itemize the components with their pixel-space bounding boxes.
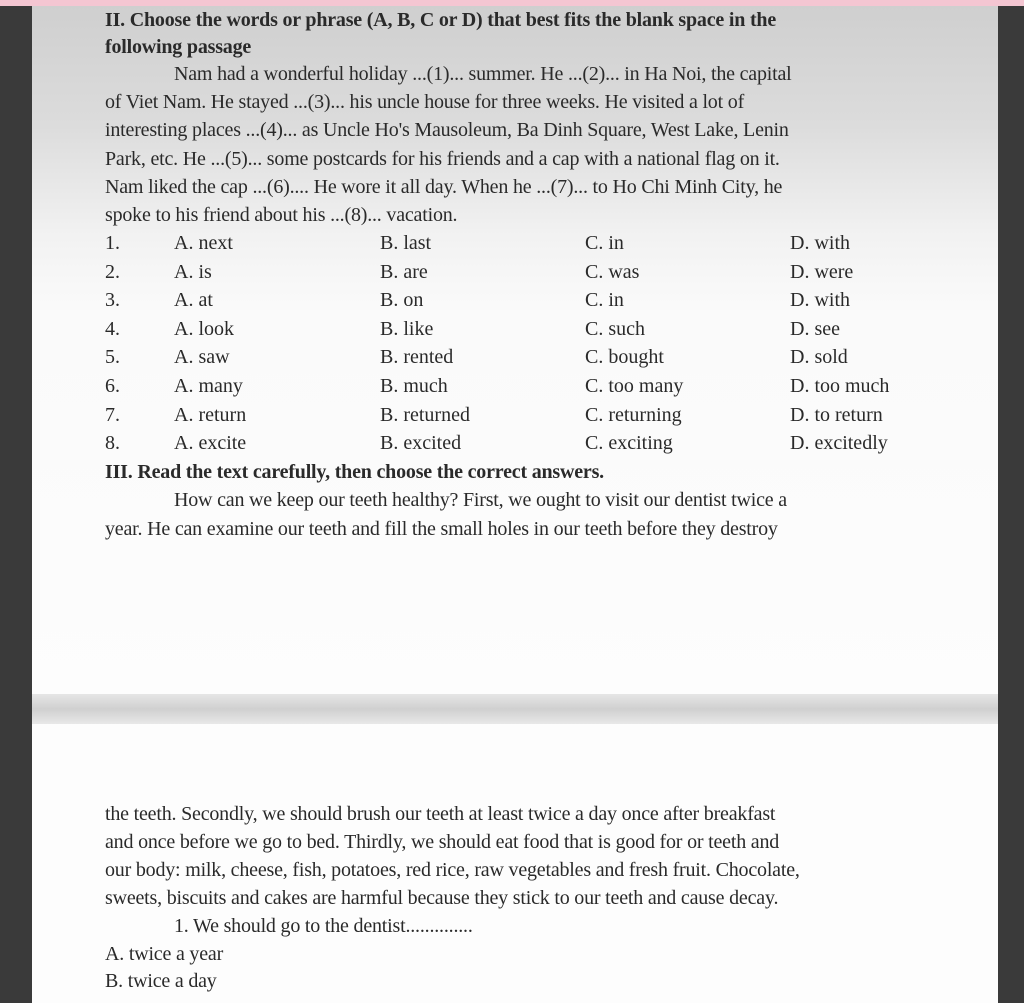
answer-option-a: A. next [174,232,233,254]
answer-option-a: A. return [174,403,247,426]
passage-line-2: of Viet Nam. He stayed ...(3)... his uncle house for three weeks. He visited a lot of [105,91,745,113]
passage-line-1: Nam had a wonderful holiday ...(1)... summer. He ...(2)... in Ha Noi, the capital [174,63,792,85]
question-number: 4. [105,317,120,340]
passage-line-3: interesting places ...(4)... as Uncle Ho's Mausoleum, Ba Dinh Square, West Lake, Lenin [105,119,789,141]
passage-line-4: Park, etc. He ...(5)... some postcards for his friends and a cap with a national flag on it. [105,148,780,170]
answer-option-a: A. excite [174,432,247,455]
answer-option-c: C. in [585,232,624,254]
question-number: 2. [105,260,120,283]
answer-option-b: B. on [380,289,424,312]
answer-option-c: C. such [585,317,645,340]
reading-text-line-3: the teeth. Secondly, we should brush our teeth at least twice a day once after breakfast [105,803,776,825]
answer-option-c: C. was [585,260,640,283]
answer-option-b: B. rented [380,346,454,369]
question-number: 1. [105,232,120,254]
answer-option-b: B. returned [380,403,470,426]
answer-option-a: A. at [174,289,213,312]
worksheet-page-top [32,6,998,694]
answer-option-d: D. were [790,260,854,283]
answer-option-a: A. saw [174,346,230,369]
answer-option-b: B. last [380,232,432,254]
answer-option-a: A. many [174,375,243,397]
answer-option-b: B. are [380,260,428,283]
page-gap-divider [32,694,998,724]
worksheet-page-bottom [32,724,998,1003]
passage-line-6: spoke to his friend about his ...(8)... vacation. [105,204,458,226]
answer-option-b: B. excited [380,432,462,455]
passage-line-5: Nam liked the cap ...(6).... He wore it all day. When he ...(7)... to Ho Chi Minh City, he [105,176,783,198]
reading-text-line-6: sweets, biscuits and cakes are harmful because they stick to our teeth and cause decay. [105,887,779,909]
answer-option-d: D. excitedly [790,432,888,455]
answer-option-d: D. sold [790,346,848,369]
reading-question-1-option-b: B. twice a day [105,970,217,992]
answer-option-a: A. is [174,260,212,283]
left-border [0,6,32,1003]
answer-option-b: B. much [380,375,448,397]
question-number: 5. [105,346,120,369]
reading-text-line-1: How can we keep our teeth healthy? First, we ought to visit our dentist twice a [174,489,787,511]
reading-text-line-2: year. He can examine our teeth and fill the small holes in our teeth before they destroy [105,518,778,540]
answer-option-d: D. see [790,317,840,340]
question-number: 7. [105,403,120,426]
question-number: 6. [105,375,120,397]
question-number: 8. [105,432,120,455]
reading-question-1: 1. We should go to the dentist.............. [174,915,473,937]
answer-option-c: C. returning [585,403,682,426]
answer-option-b: B. like [380,317,434,340]
answer-option-c: C. too many [585,375,684,397]
answer-option-c: C. exciting [585,432,673,455]
answer-option-d: D. with [790,232,850,254]
right-border [998,6,1024,1003]
answer-option-c: C. in [585,289,624,312]
question-number: 3. [105,289,120,312]
reading-question-1-option-a: A. twice a year [105,943,224,965]
reading-text-line-5: our body: milk, cheese, fish, potatoes, red rice, raw vegetables and fresh fruit. Chocolate, [105,859,800,881]
section2-heading-line1: II. Choose the words or phrase (A, B, C or D) that best fits the blank space in the [105,9,777,31]
reading-text-line-4: and once before we go to bed. Thirdly, we should eat food that is good for or teeth and [105,831,780,853]
answer-option-d: D. with [790,289,850,312]
section3-heading: III. Read the text carefully, then choose the correct answers. [105,461,604,483]
answer-option-d: D. to return [790,403,883,426]
section2-heading-line2: following passage [105,36,252,58]
answer-option-c: C. bought [585,346,664,369]
answer-option-a: A. look [174,317,234,340]
answer-option-d: D. too much [790,375,890,397]
